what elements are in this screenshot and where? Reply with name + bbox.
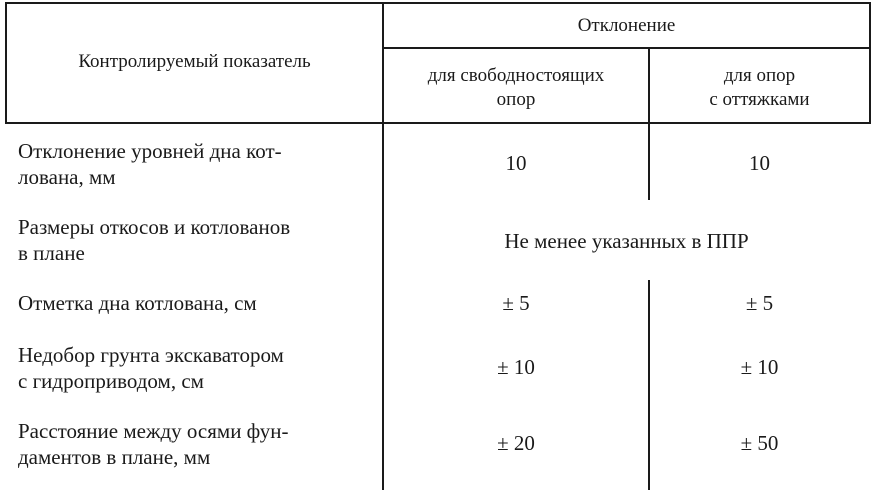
header-deviation: Отклонение [577, 15, 676, 36]
row-5-label-line2: даментов в плане, мм [18, 445, 211, 470]
table-top-border [5, 2, 871, 4]
row-4-free-value: ± 10 [497, 355, 535, 379]
row-1-label-line1: Отклонение уровней дна кот- [18, 139, 282, 163]
table-right-border [869, 2, 871, 124]
row-3-label-line1: Отметка дна котлована, см [18, 291, 257, 315]
row-5-label [18, 418, 289, 471]
row-5-free-value: ± 20 [497, 431, 535, 455]
header-col-free [384, 64, 648, 112]
row-1-guyed-value: 10 [749, 151, 770, 175]
row-2-merged-value: Не менее указанных в ППР [504, 229, 749, 253]
row-4-label [18, 342, 284, 395]
header-bottom-border [5, 122, 871, 124]
header-col-guyed-line1: для опор [723, 65, 796, 86]
row-2-label-line1: Размеры откосов и котлованов [18, 215, 291, 239]
header-col-free-line1: для свободностоящих [427, 65, 605, 86]
header-inner-border [382, 47, 871, 49]
header-col-guyed-line2: с оттяжками [709, 88, 810, 110]
row-3-free-value: ± 5 [502, 291, 530, 315]
header-col-guyed [650, 64, 869, 112]
row-4-guyed-value: ± 10 [740, 355, 779, 379]
row-3-label [18, 290, 257, 316]
row-4-label-line1: Недобор грунта экскаватором [18, 343, 284, 367]
row-5-label-line1: Расстояние между осями фун- [18, 419, 289, 443]
row-4-label-line2: с гидроприводом, см [18, 369, 204, 394]
row-2-label [18, 214, 290, 267]
row-1-free-value: 10 [505, 151, 527, 175]
row-3-guyed-value: ± 5 [745, 291, 774, 315]
header-indicator: Контролируемый показатель [78, 51, 311, 72]
row-1-label [18, 138, 282, 191]
row-2-label-line2: в плане [18, 241, 85, 266]
row-5-guyed-value: ± 50 [740, 431, 779, 455]
header-col-free-line2: опор [496, 88, 536, 110]
row-1-label-line2: лована, мм [18, 165, 116, 190]
